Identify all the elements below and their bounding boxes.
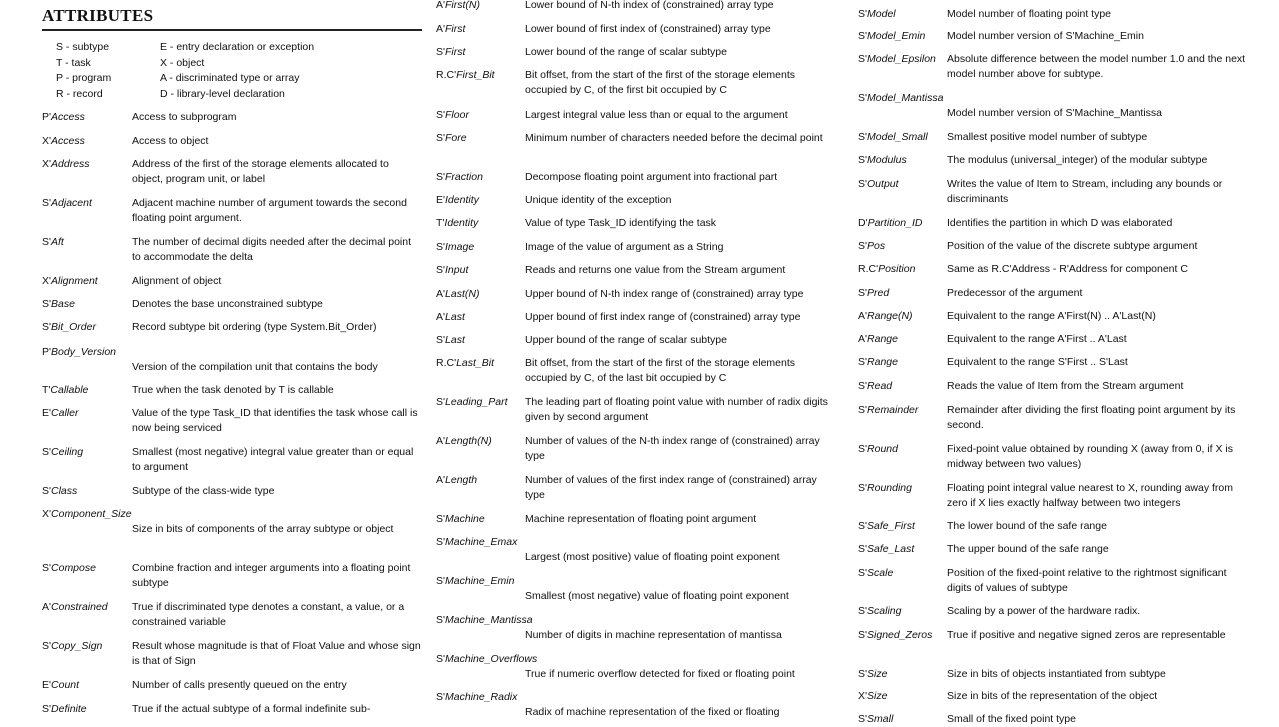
attribute-description: True if the actual subtype of a formal indefinite sub- xyxy=(132,703,371,715)
attribute-description: Position of the value of the discrete subtype argument xyxy=(947,240,1198,252)
attribute-name: S'Machine_Radix xyxy=(436,691,518,703)
attribute-name: S'Size xyxy=(858,668,888,680)
attribute-name: S'Rounding xyxy=(858,482,912,494)
attribute-description: Access to object xyxy=(132,135,209,147)
attribute-name: S'Model_Small xyxy=(858,131,928,143)
attribute-description: Decompose floating point argument into fractional part xyxy=(525,171,778,183)
attribute-description: Upper bound of first index range of (constrained) array type xyxy=(525,311,801,323)
attribute-description: Absolute difference between the model number 1.0 and the next model number above for subtype. xyxy=(947,53,1246,80)
attribute-name: S'Read xyxy=(858,380,893,392)
attribute-description: Minimum number of characters needed before the decimal point xyxy=(525,132,823,144)
attribute-description: Adjacent machine number of argument towards the second floating point argument. xyxy=(132,197,407,224)
attribute-description: True if discriminated type denotes a constant, a value, or a constrained variable xyxy=(132,601,405,628)
attribute-description: Position of the fixed-point relative to the rightmost significant digits of values of subtype xyxy=(947,567,1227,594)
attribute-description: Record subtype bit ordering (type System.Bit_Order) xyxy=(132,321,377,333)
legend-row xyxy=(56,41,416,57)
attribute-description: Smallest (most negative) integral value greater than or equal to argument xyxy=(132,446,414,473)
attribute-name: S'Modulus xyxy=(858,154,907,166)
attribute-name: E'Caller xyxy=(42,407,79,419)
attribute-description: Upper bound of N-th index range of (constrained) array type xyxy=(525,288,804,300)
attribute-name: S'Model xyxy=(858,8,896,20)
title-rule xyxy=(42,29,422,31)
attribute-description: Combine fraction and integer arguments into a floating point subtype xyxy=(132,562,411,589)
legend-entry: X - object xyxy=(160,56,205,69)
attribute-description: Largest integral value less than or equal to the argument xyxy=(525,109,788,121)
attribute-description: The upper bound of the safe range xyxy=(947,543,1109,555)
attribute-description: Bit offset, from the start of the first of the storage elements occupied by C, of the last bit occupied by C xyxy=(525,357,796,384)
attribute-name: S'Model_Mantissa xyxy=(858,92,944,104)
attribute-name: S'Machine xyxy=(436,513,485,525)
attribute-description: Equivalent to the range A'First .. A'Last xyxy=(947,333,1127,345)
attribute-name: R.C'Last_Bit xyxy=(436,357,495,369)
attribute-description: Equivalent to the range A'First(N) .. A'Last(N) xyxy=(947,310,1156,322)
legend-entry: T - task xyxy=(56,56,91,69)
attribute-description: Access to subprogram xyxy=(132,111,237,123)
attribute-name: X'Component_Size xyxy=(42,508,132,520)
attribute-description: Size in bits of objects instantiated from subtype xyxy=(947,668,1166,680)
attribute-description: Size in bits of the representation of the object xyxy=(947,690,1158,702)
attribute-name: D'Partition_ID xyxy=(858,217,923,229)
legend-row xyxy=(56,72,416,88)
attribute-description: Lower bound of first index of (constrained) array type xyxy=(525,23,771,35)
attribute-name: S'Scale xyxy=(858,567,894,579)
legend-row xyxy=(56,88,416,104)
attribute-name: S'Small xyxy=(858,713,894,725)
legend-entry: R - record xyxy=(56,87,103,100)
attribute-name: A'Last(N) xyxy=(436,288,480,300)
attribute-description: Remainder after dividing the first floating point argument by its second. xyxy=(947,404,1236,431)
attribute-description: Equivalent to the range S'First .. S'Last xyxy=(947,356,1128,368)
attribute-description: True if positive and negative signed zeros are representable xyxy=(947,629,1226,641)
attribute-description: Unique identity of the exception xyxy=(525,194,672,206)
attribute-description: Result whose magnitude is that of Float Value and whose sign is that of Sign xyxy=(132,640,421,667)
attribute-name: E'Identity xyxy=(436,194,479,206)
attribute-description: Denotes the base unconstrained subtype xyxy=(132,298,323,310)
attribute-description: Upper bound of the range of scalar subtype xyxy=(525,334,727,346)
attribute-description: Number of digits in machine representation of mantissa xyxy=(525,629,782,641)
attribute-name: S'Aft xyxy=(42,236,64,248)
attribute-description: Bit offset, from the start of the first of the storage elements occupied by C, of the first bit occupied by C xyxy=(525,69,796,96)
attribute-name: S'Machine_Emin xyxy=(436,575,515,587)
attribute-name: S'Compose xyxy=(42,562,96,574)
attribute-name: S'Ceiling xyxy=(42,446,84,458)
attribute-name: S'Fraction xyxy=(436,171,483,183)
attribute-description: Reads and returns one value from the Stream argument xyxy=(525,264,786,276)
attribute-name: S'Pos xyxy=(858,240,886,252)
attribute-description: Size in bits of components of the array subtype or object xyxy=(132,523,394,535)
attribute-description: Subtype of the class-wide type xyxy=(132,485,275,497)
legend-entry: S - subtype xyxy=(56,41,110,53)
legend-entry: A - discriminated type or array xyxy=(160,72,300,84)
attribute-description: Fixed-point value obtained by rounding X (away from 0, if X is midway between two values) xyxy=(947,443,1233,470)
attribute-description: Version of the compilation unit that contains the body xyxy=(132,361,378,373)
attribute-name: S'Image xyxy=(436,241,475,253)
attribute-name: A'First xyxy=(436,23,466,35)
attribute-name: A'Length(N) xyxy=(436,435,492,447)
attribute-description: The lower bound of the safe range xyxy=(947,520,1107,532)
attribute-name: S'Class xyxy=(42,485,78,497)
attribute-name: S'Definite xyxy=(42,703,87,715)
attribute-name: E'Count xyxy=(42,679,80,691)
attribute-description: Writes the value of Item to Stream, including any bounds or discriminants xyxy=(947,178,1223,205)
legend-entry: E - entry declaration or exception xyxy=(160,41,315,53)
attribute-description: Reads the value of Item from the Stream argument xyxy=(947,380,1184,392)
attribute-name: A'Constrained xyxy=(42,601,108,613)
attribute-description: Scaling by a power of the hardware radix. xyxy=(947,605,1141,617)
attribute-name: A'Range xyxy=(858,333,898,345)
attribute-name: S'Machine_Emax xyxy=(436,536,518,548)
attribute-name: S'Model_Emin xyxy=(858,30,926,42)
attribute-name: A'First(N) xyxy=(436,0,481,11)
attribute-description: Smallest positive model number of subtype xyxy=(947,131,1148,143)
attribute-description: Number of calls presently queued on the entry xyxy=(132,679,347,691)
attribute-description: Image of the value of argument as a String xyxy=(525,241,724,253)
attribute-description: Largest (most positive) value of floating point exponent xyxy=(525,551,780,563)
attribute-description: Predecessor of the argument xyxy=(947,287,1083,299)
attribute-description: The modulus (universal_integer) of the modular subtype xyxy=(947,154,1208,166)
attribute-name: S'Pred xyxy=(858,287,890,299)
attribute-name: S'Model_Epsilon xyxy=(858,53,936,65)
attribute-description: Small of the fixed point type xyxy=(947,713,1076,725)
attribute-name: A'Length xyxy=(436,474,478,486)
attribute-description: Machine representation of floating point argument xyxy=(525,513,757,525)
attribute-name: R.C'First_Bit xyxy=(436,69,495,81)
attribute-name: S'Adjacent xyxy=(42,197,92,209)
attribute-description: Lower bound of N-th index of (constrained) array type xyxy=(525,0,774,11)
attribute-name: T'Callable xyxy=(42,384,89,396)
attribute-name: S'Range xyxy=(858,356,898,368)
attribute-description: Address of the first of the storage elements allocated to object, program unit, or label xyxy=(132,158,389,185)
attribute-description: True when the task denoted by T is callable xyxy=(132,384,334,396)
attribute-name: S'Copy_Sign xyxy=(42,640,103,652)
attribute-description: Radix of machine representation of the fixed or floating xyxy=(525,706,780,718)
attribute-name: S'Bit_Order xyxy=(42,321,96,333)
attribute-name: X'Size xyxy=(858,690,888,702)
attribute-name: S'Scaling xyxy=(858,605,902,617)
attribute-name: S'Base xyxy=(42,298,75,310)
attribute-description: Number of values of the first index range of (constrained) array type xyxy=(525,474,817,501)
attribute-name: S'Input xyxy=(436,264,469,276)
attribute-name: S'Floor xyxy=(436,109,469,121)
legend-row xyxy=(56,57,416,73)
attribute-description: True if numeric overflow detected for fixed or floating point xyxy=(525,668,795,680)
attribute-name: S'Machine_Mantissa xyxy=(436,614,533,626)
attribute-name: T'Identity xyxy=(436,217,479,229)
attribute-description: The leading part of floating point value with number of radix digits given by second argument xyxy=(525,396,828,423)
attribute-description: Model number of floating point type xyxy=(947,8,1112,20)
attribute-name: S'Machine_Overflows xyxy=(436,653,538,665)
attribute-name: S'First xyxy=(436,46,466,58)
attribute-name: X'Alignment xyxy=(42,275,98,287)
attribute-name: P'Body_Version xyxy=(42,346,116,358)
attribute-name: S'Signed_Zeros xyxy=(858,629,933,641)
legend-entry: D - library-level declaration xyxy=(160,87,285,100)
attribute-description: Floating point integral value nearest to X, rounding away from zero if X lies exactly halfway between two integers xyxy=(947,482,1233,509)
attribute-description: Model number version of S'Machine_Emin xyxy=(947,30,1144,42)
attribute-name: S'Fore xyxy=(436,132,467,144)
legend-entry: P - program xyxy=(56,72,112,84)
attribute-name: A'Last xyxy=(436,311,465,323)
page-title: ATTRIBUTES xyxy=(42,6,154,25)
attribute-description: Model number version of S'Machine_Mantissa xyxy=(947,107,1163,119)
attribute-name: S'Safe_Last xyxy=(858,543,915,555)
attribute-name: S'Last xyxy=(436,334,465,346)
attribute-name: P'Access xyxy=(42,111,85,123)
attribute-description: Same as R.C'Address - R'Address for component C xyxy=(947,263,1188,275)
attribute-description: Value of the type Task_ID that identifies the task whose call is now being serviced xyxy=(132,407,418,434)
attribute-description: Value of type Task_ID identifying the task xyxy=(525,217,717,229)
attribute-description: Number of values of the N-th index range of (constrained) array type xyxy=(525,435,820,462)
attribute-description: Alignment of object xyxy=(132,275,222,287)
attribute-name: S'Output xyxy=(858,178,899,190)
attribute-description: Lower bound of the range of scalar subtype xyxy=(525,46,727,58)
attribute-name: X'Access xyxy=(42,135,85,147)
attribute-description: Identifies the partition in which D was elaborated xyxy=(947,217,1173,229)
attribute-name: S'Round xyxy=(858,443,898,455)
attribute-name: S'Safe_First xyxy=(858,520,915,532)
attribute-name: R.C'Position xyxy=(858,263,916,275)
attribute-name: S'Remainder xyxy=(858,404,919,416)
attribute-name: A'Range(N) xyxy=(858,310,913,322)
attribute-name: S'Leading_Part xyxy=(436,396,508,408)
attribute-description: Smallest (most negative) value of floating point exponent xyxy=(525,590,789,602)
attribute-name: X'Address xyxy=(42,158,90,170)
attribute-description: The number of decimal digits needed after the decimal point to accommodate the delta xyxy=(132,236,411,263)
abbreviation-legend xyxy=(56,41,416,103)
